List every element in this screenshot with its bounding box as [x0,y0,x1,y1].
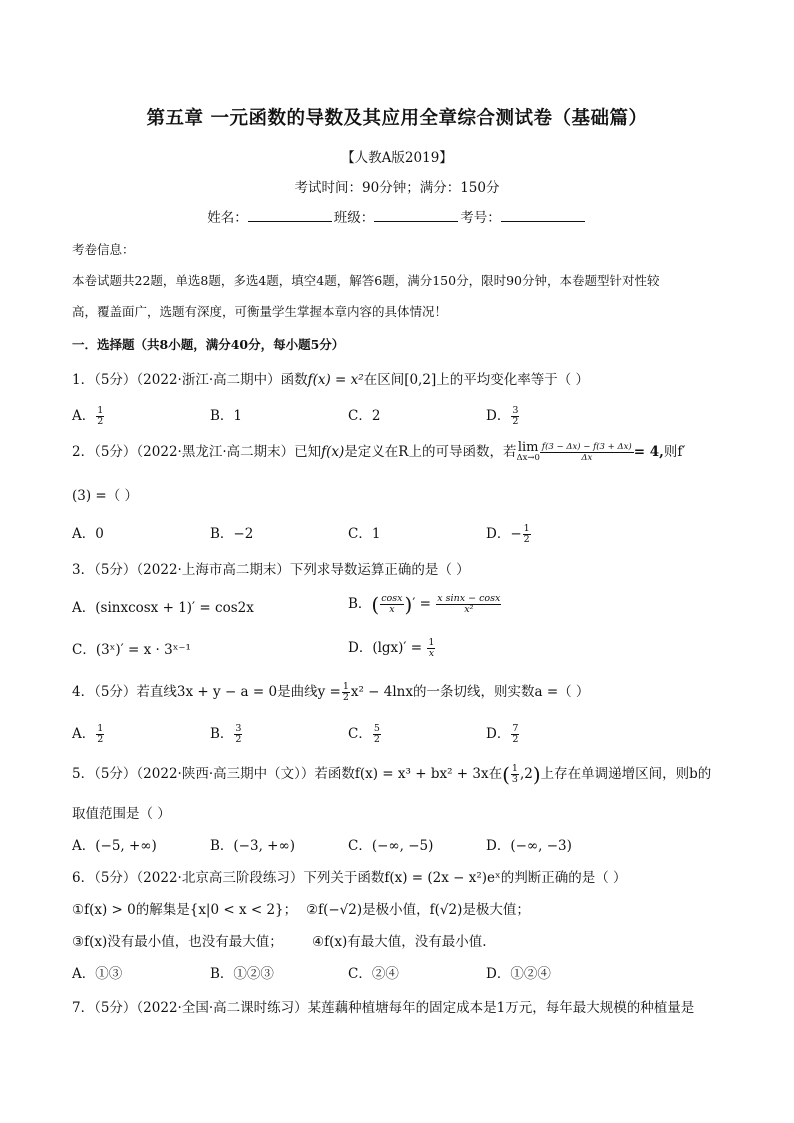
q1-option-a: A． $\frac{1}{2}$ [72,405,104,427]
q6-option-c: C．②④ [348,966,399,982]
q2-limit: lim Δx→0 [516,439,540,463]
q5-option-c: C．(−∞, −5) [348,838,434,854]
q3-option-c: C．(3ˣ)′ = x · 3ˣ⁻¹ [72,642,191,658]
q1-option-c: C．2 [348,408,381,424]
q5-option-d: D．(−∞, −3) [486,838,572,854]
question-4: 4．（5分）若直线3x + y − a = 0是曲线y = $\frac{1}{2}$ x² − 4lnx的一条切线，则实数a =（ ） [72,681,590,703]
q5-option-a: A．(−5, +∞) [72,838,157,854]
class-label: 班级： [333,210,375,226]
q6-option-b: B．①②③ [210,966,274,982]
info-line-2: 高，覆盖面广，选题有深度，可衡量学生掌握本章内容的具体情况！ [72,304,448,319]
question-1 [72,368,589,388]
question-5: 5．（5分）（2022·陕西·高三期中（文））若函数f(x) = x³ + bx² + 3x在( $\frac{1}{3}$ ,2)上存在单调递增区间，则b的 [72,762,712,787]
q6-statement-3: ③f(x)没有最小值，也没有最大值； [72,934,283,950]
q6-option-a: A．①③ [72,966,123,982]
info-heading: 考卷信息： [72,242,135,257]
q4-option-a: A． $\frac{1}{2}$ [72,723,104,745]
q4-option-c: C． $\frac{5}{2}$ [348,723,380,745]
question-2-cont: (3) =（ ） [72,488,139,504]
q1-stem-tail: 在区间[0,2]上的平均变化率等于（ ） [363,372,589,388]
q6-statement-4: ④f(x)有最大值，没有最小值. [312,934,487,950]
question-2: 2．（5分）（2022·黑龙江·高二期末）已知f(x)是定义在R上的可导函数，若 lim Δx→0 $\frac{f(3 - \Delta x) - f(3 + \Delta x)}{\Delta x}$ = 4,则f′ [72,439,686,463]
class-blank [374,207,458,222]
section-heading: 一．选择题（共8小题，满分40分，每小题5分） [72,337,345,352]
q4-option-d: D． $\frac{7}{2}$ [486,723,519,745]
q6-statement-2: ②f(−√2)是极小值，f(√2)是极大值； [306,902,530,918]
question-7: 7．（5分）（2022·全国·高二课时练习）某莲藕种植塘每年的固定成本是1万元，每年最大规模的种植量是 [72,1000,695,1016]
page-title: 第五章 一元函数的导数及其应用全章综合测试卷（基础篇） [146,108,648,129]
q1-stem: 1．（5分）（2022·浙江·高二期中）函数 [72,372,308,388]
q2-option-b: B．−2 [210,526,254,542]
q1-function: f(x) = x² [307,372,364,388]
q3-option-a: A．(sinxcosx + 1)′ = cos2x [72,600,254,616]
info-line-1: 本卷试题共22题，单选8题，多选4题，填空4题，解答6题，满分150分，限时90分钟，本卷题型针对性较 [72,273,660,288]
q1-option-d: D． $\frac{3}{2}$ [486,405,519,427]
edition-label: 【人教A版2019】 [341,150,453,166]
q3-option-d: D．(lgx)′ = $\frac{1}{x}$ [348,637,435,659]
q6-option-d: D．①②④ [486,966,551,982]
q2-option-a: A．0 [72,526,104,542]
student-fields [0,206,794,226]
q2-option-c: C．1 [348,526,381,542]
question-3: 3．（5分）（2022·上海市高二期末）下列求导数运算正确的是（ ） [72,562,470,578]
q2-option-d: D．− $\frac{1}{2}$ [486,523,530,545]
id-blank [501,207,585,222]
question-5-cont: 取值范围是（ ） [72,806,171,822]
q5-option-b: B．(−3, +∞) [210,838,295,854]
question-6: 6．（5分）（2022·北京高三阶段练习）下列关于函数f(x) = (2x − x²)eˣ的判断正确的是（ ） [72,870,627,886]
q3-option-b: B．( $\frac{\cos x}{x}$ )′ = $\frac{\text{x sinx − cosx}}{\text{x²}}$ [348,592,501,617]
exam-info: 考试时间：90分钟；满分：150分 [294,180,500,196]
name-blank [248,207,332,222]
id-label: 考号： [460,210,501,226]
q6-statement-1: ①f(x) > 0的解集是{x|0 < x < 2}； [72,902,298,918]
name-label: 姓名： [207,210,248,226]
q1-option-b: B．1 [210,408,243,424]
q4-option-b: B． $\frac{3}{2}$ [210,723,242,745]
